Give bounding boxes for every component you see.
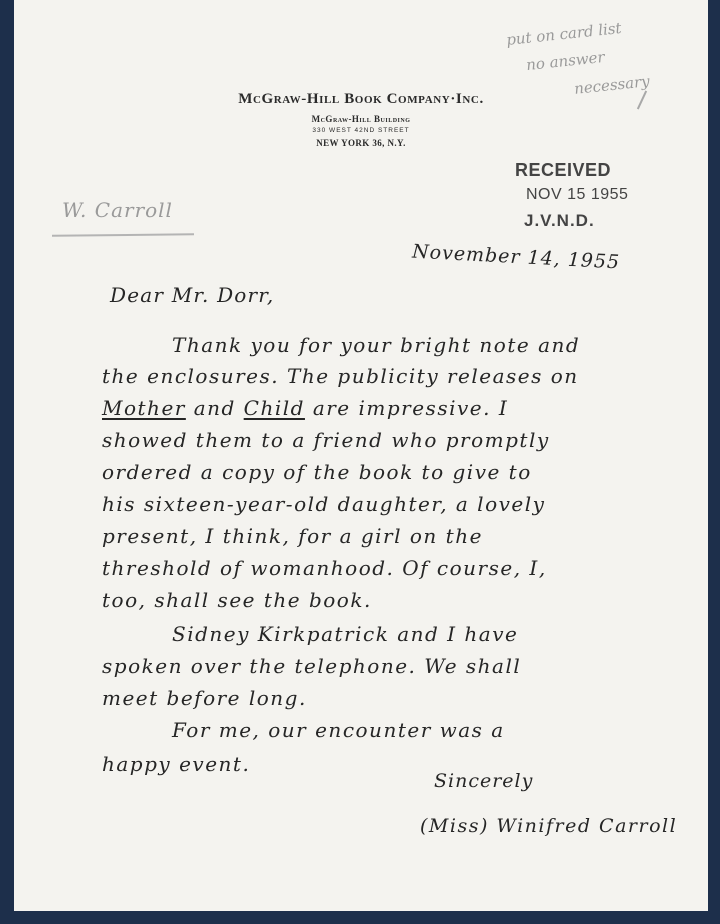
body-line-10: Sidney Kirkpatrick and I have	[172, 622, 519, 646]
pencil-name-note: W. Carroll	[62, 198, 173, 222]
body-line-3	[102, 396, 508, 420]
body-line-14: happy event.	[102, 752, 251, 776]
letter-page	[14, 0, 708, 911]
received-stamp-initials: J.V.N.D.	[524, 211, 595, 230]
pencil-note-line-1: put on card list	[505, 19, 623, 49]
pencil-note-line-3: necessary	[573, 72, 651, 98]
body-line-7: present, I think, for a girl on the	[102, 524, 483, 548]
pencil-note-line-2: no answer	[525, 47, 606, 75]
body-line-5: ordered a copy of the book to give to	[102, 460, 532, 484]
body-line-12: meet before long.	[102, 686, 307, 710]
received-stamp-label: RECEIVED	[515, 160, 612, 180]
body-line-6: his sixteen-year-old daughter, a lovely	[102, 492, 546, 516]
title-mother: Mother	[102, 396, 186, 420]
letter-date: November 14, 1955	[411, 240, 621, 274]
body-line-3-and: and	[193, 396, 236, 420]
letterhead-company: McGraw-Hill Book Company·Inc.	[238, 91, 484, 107]
closing: Sincerely	[434, 770, 534, 792]
title-child: Child	[243, 396, 305, 420]
body-line-13: For me, our encounter was a	[172, 718, 505, 742]
signature: (Miss) Winifred Carroll	[420, 815, 678, 837]
letterhead-street: 330 WEST 42ND STREET	[312, 127, 410, 134]
body-line-8: threshold of womanhood. Of course, I,	[102, 556, 547, 580]
salutation: Dear Mr. Dorr,	[110, 283, 275, 307]
body-line-4: showed them to a friend who promptly	[102, 428, 550, 452]
body-line-3-rest: are impressive. I	[312, 396, 509, 420]
letterhead-building: McGraw-Hill Building	[311, 114, 411, 124]
body-line-9: too, shall see the book.	[102, 588, 372, 612]
pencil-underline	[52, 233, 194, 236]
body-line-1: Thank you for your bright note and	[172, 333, 581, 357]
body-line-11: spoken over the telephone. We shall	[102, 654, 522, 678]
body-line-2: the enclosures. The publicity releases on	[102, 364, 579, 388]
letterhead-city: NEW YORK 36, N.Y.	[316, 138, 406, 148]
received-stamp-date: NOV 15 1955	[526, 186, 629, 203]
